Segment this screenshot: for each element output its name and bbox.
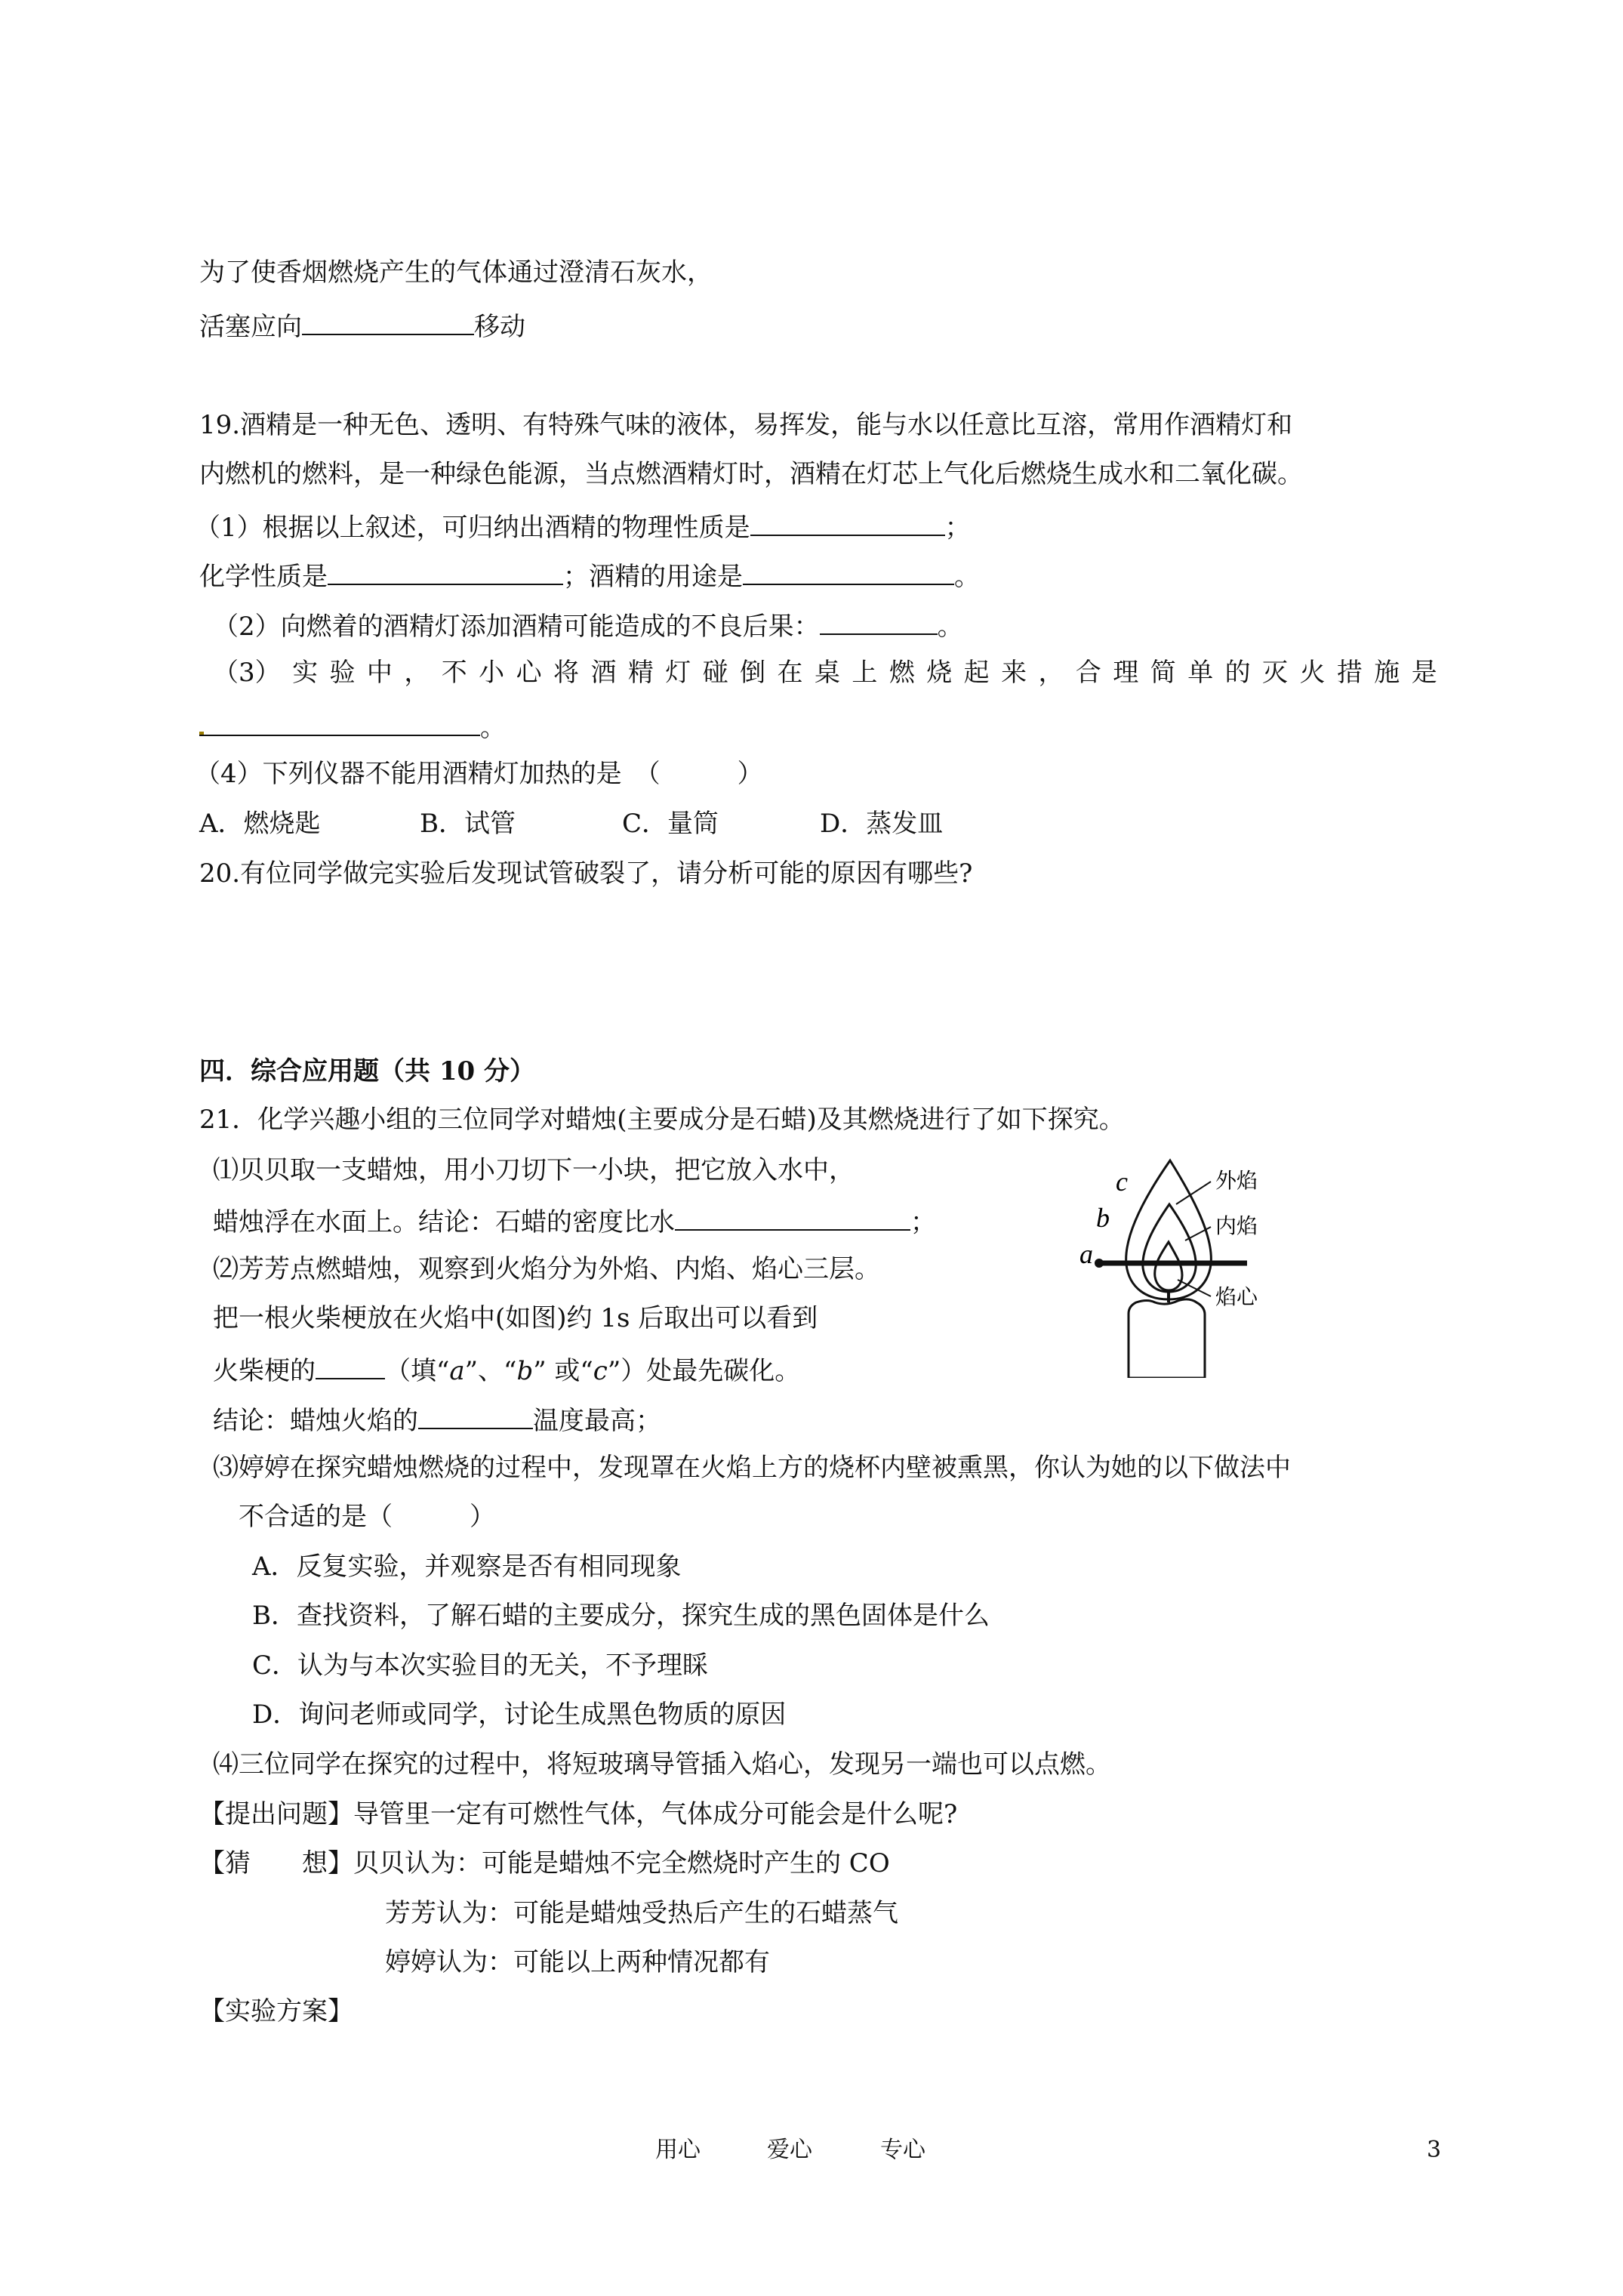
- question-19-part3: [213, 655, 1437, 690]
- question-19-part1-cont: [199, 556, 980, 594]
- answer-blank[interactable]: [302, 307, 474, 335]
- text-token: 碰: [702, 658, 728, 688]
- text: 四．综合应用题（共 10 分）: [199, 1056, 535, 1086]
- text: （填“: [385, 1356, 450, 1386]
- option-b[interactable]: B．试管: [420, 809, 516, 839]
- text: 蜡烛浮在水面上。结论：石蜡的密度比水: [213, 1207, 675, 1237]
- question-21-part2-fill: [213, 1351, 800, 1388]
- text-token: 倒: [740, 658, 766, 688]
- text: 贝贝认为：可能是蜡烛不完全燃烧时产生的 CO: [353, 1848, 890, 1878]
- text: ” 或“: [533, 1356, 593, 1386]
- question-21-option-c[interactable]: [252, 1648, 708, 1683]
- question-19-part3-cont: [199, 707, 506, 745]
- candle-body: [1129, 1299, 1205, 1378]
- question-20: [199, 856, 972, 891]
- answer-blank[interactable]: [820, 606, 938, 635]
- option-c[interactable]: C．量筒: [622, 809, 719, 839]
- text-token: 心: [516, 658, 542, 688]
- text: 移动: [474, 312, 525, 342]
- text-token: 实: [292, 658, 319, 688]
- text: 不合适的是（ ）: [239, 1502, 495, 1532]
- question-21-part2-conclusion: [213, 1401, 661, 1438]
- text: D．询问老师或同学，讨论生成黑色物质的原因: [252, 1700, 787, 1730]
- question-21-option-b[interactable]: [252, 1598, 990, 1633]
- label-b: b: [1096, 1203, 1110, 1233]
- question-21-part2: [213, 1252, 880, 1287]
- text-token: 的: [1224, 658, 1251, 688]
- text: 活塞应向: [199, 312, 302, 342]
- footer-word: 专心: [880, 2137, 925, 2163]
- text: 温度最高；: [533, 1406, 661, 1436]
- text-token: 来: [1001, 658, 1027, 688]
- label-a: a: [449, 1356, 465, 1386]
- text-token: 精: [627, 658, 654, 688]
- option-a[interactable]: A．燃烧匙: [199, 809, 321, 839]
- answer-blank[interactable]: [418, 1401, 533, 1429]
- text-token: 单: [1187, 658, 1214, 688]
- question-19-part2: [213, 606, 963, 644]
- footer-word: 用心: [655, 2137, 701, 2163]
- text-line: [199, 307, 525, 344]
- text-token: 简: [1150, 658, 1176, 688]
- label: 【猜 想】: [199, 1848, 353, 1878]
- text: ”、“: [464, 1356, 517, 1386]
- text: C．认为与本次实验目的无关，不予理睬: [252, 1650, 709, 1681]
- answer-blank[interactable]: [199, 707, 480, 736]
- question-19-part1: [195, 507, 971, 545]
- inner-flame: [1143, 1204, 1196, 1292]
- footer-word: 爱心: [767, 2137, 812, 2163]
- question-21-option-d[interactable]: [252, 1697, 786, 1732]
- label-a: a: [1079, 1239, 1093, 1269]
- question-21: [199, 1102, 1125, 1137]
- text: 【实验方案】: [199, 1996, 353, 2026]
- answer-blank[interactable]: [316, 1351, 385, 1379]
- question-21-part3-cont: [239, 1499, 495, 1534]
- text: 内燃机的燃料，是一种绿色能源，当点燃酒精灯时，酒精在灯芯上气化后燃烧生成水和二氧化碳。: [199, 459, 1303, 489]
- label-b: b: [516, 1356, 534, 1386]
- text-token: 酒: [590, 658, 617, 688]
- outer-flame: [1126, 1160, 1212, 1299]
- text: 婷婷认为：可能以上两种情况都有: [385, 1947, 770, 1977]
- text-token: 措: [1336, 658, 1363, 688]
- text: 结论：蜡烛火焰的: [213, 1406, 418, 1436]
- text: 导管里一定有可燃性气体，气体成分可能会是什么呢?: [353, 1799, 958, 1829]
- section-heading: [199, 1054, 535, 1089]
- text-token: 起: [963, 658, 990, 688]
- label-inner-flame: 内焰: [1215, 1213, 1258, 1238]
- text-token: 施: [1374, 658, 1400, 688]
- question-19-part4: [195, 757, 763, 791]
- text: 21．化学兴趣小组的三位同学对蜡烛(主要成分是石蜡)及其燃烧进行了如下探究。: [199, 1105, 1125, 1135]
- text: （1）根据以上叙述，可归纳出酒精的物理性质是: [195, 513, 750, 543]
- text: ⑴贝贝取一支蜡烛，用小刀切下一小块，把它放入水中，: [213, 1155, 855, 1185]
- text-token: 中: [366, 658, 393, 688]
- text: ；: [910, 1207, 936, 1237]
- question-21-part4: [213, 1747, 1111, 1782]
- text: ⑵芳芳点燃蜡烛，观察到火焰分为外焰、内焰、焰心三层。: [213, 1254, 880, 1284]
- plan-label: [199, 1994, 353, 2029]
- page-number: 3: [1427, 2137, 1442, 2163]
- text-token: 桌: [814, 658, 840, 688]
- guess-line: [385, 1896, 898, 1931]
- text-token: 火: [1299, 658, 1326, 688]
- label-c: c: [593, 1356, 608, 1386]
- text-token: 合: [1075, 658, 1101, 688]
- text: 19.酒精是一种无色、透明、有特殊气味的液体，易挥发，能与水以任意比互溶，常用作酒精灯和: [199, 410, 1293, 440]
- question-19-line1: [199, 408, 1292, 442]
- question-21-part2-cont: [213, 1301, 818, 1336]
- text: 化学性质是: [199, 562, 328, 592]
- text-token: 灭: [1262, 658, 1289, 688]
- text-token: 理: [1113, 658, 1139, 688]
- text-token: 灯: [665, 658, 691, 688]
- text-token: 小: [479, 658, 505, 688]
- text: 。: [954, 562, 980, 592]
- guess-line: [385, 1945, 770, 1980]
- answer-blank[interactable]: [750, 507, 945, 536]
- text-token: 上: [852, 658, 878, 688]
- text-token: ，: [404, 658, 430, 688]
- text: 。: [937, 612, 963, 642]
- label-c: c: [1116, 1166, 1128, 1197]
- text-token: 烧: [926, 658, 953, 688]
- match-head: [1095, 1259, 1104, 1268]
- text: （2）向燃着的酒精灯添加酒精可能造成的不良后果：: [213, 612, 820, 642]
- text: （4）下列仪器不能用酒精灯加热的是 （ ）: [195, 759, 763, 789]
- answer-blank[interactable]: [743, 556, 954, 585]
- option-d[interactable]: D．蒸发皿: [820, 809, 944, 839]
- text: ”）处最先碳化。: [607, 1356, 801, 1386]
- text-token: 是: [1411, 658, 1437, 688]
- text-token: 在: [777, 658, 803, 688]
- text-token: 验: [329, 658, 356, 688]
- text: 火柴梗的: [213, 1356, 316, 1386]
- text: 为了使香烟燃烧产生的气体通过澄清石灰水，: [199, 257, 713, 288]
- text: A．反复实验，并观察是否有相同现象: [252, 1552, 682, 1582]
- guess-line: [199, 1846, 890, 1881]
- text-token: 将: [553, 658, 580, 688]
- text-token: （3）: [213, 658, 281, 688]
- label-flame-core: 焰心: [1215, 1284, 1258, 1309]
- question-21-part1: [213, 1153, 855, 1188]
- text-token: 燃: [888, 658, 915, 688]
- question-21-part3: [213, 1450, 1291, 1485]
- ask-question-line: [199, 1797, 957, 1832]
- text-line: [199, 255, 713, 290]
- question-21-part1-cont: [213, 1202, 936, 1240]
- text: B．查找资料，了解石蜡的主要成分，探究生成的黑色固体是什么: [252, 1601, 990, 1631]
- flame-core: [1155, 1242, 1182, 1290]
- text: ；酒精的用途是: [563, 562, 743, 592]
- candle-flame-figure: [1057, 1151, 1283, 1378]
- text-token: ，: [1038, 658, 1064, 688]
- text: 20.有位同学做完实验后发现试管破裂了，请分析可能的原因有哪些?: [199, 858, 973, 889]
- text: ；: [944, 513, 971, 543]
- question-19-line2: [199, 457, 1303, 492]
- text: 芳芳认为：可能是蜡烛受热后产生的石蜡蒸气: [385, 1898, 898, 1928]
- text: ⑶婷婷在探究蜡烛燃烧的过程中，发现罩在火焰上方的烧杯内壁被熏黑，你认为她的以下做法中: [213, 1453, 1291, 1483]
- text: 把一根火柴梗放在火焰中(如图)约 1s 后取出可以看到: [213, 1303, 818, 1333]
- answer-blank[interactable]: [328, 556, 563, 585]
- text-token: 不: [441, 658, 467, 688]
- text: 。: [480, 713, 506, 743]
- label: 【提出问题】: [199, 1799, 353, 1829]
- question-21-option-a[interactable]: [252, 1549, 682, 1584]
- label-outer-flame: 外焰: [1215, 1168, 1258, 1193]
- text: ⑷三位同学在探究的过程中，将短玻璃导管插入焰心，发现另一端也可以点燃。: [213, 1749, 1111, 1780]
- answer-blank[interactable]: [675, 1202, 910, 1231]
